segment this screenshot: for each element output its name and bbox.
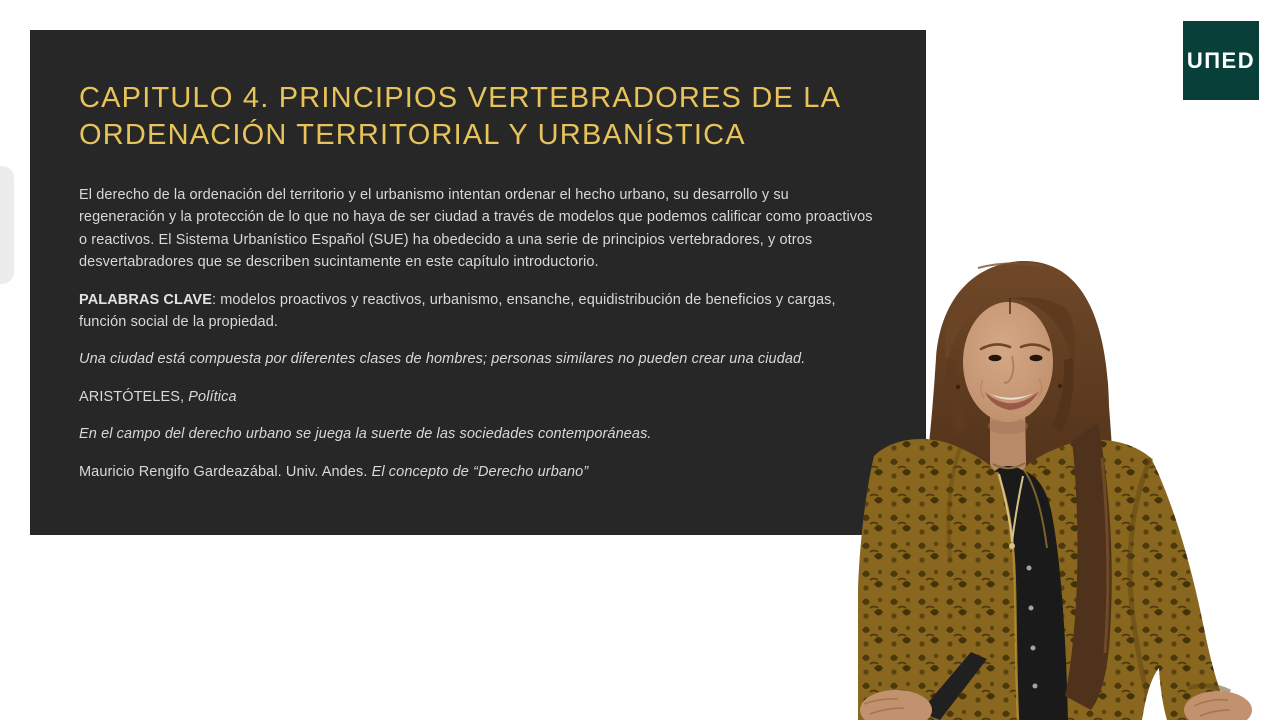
slide-title-line-2: ORDENACIÓN TERRITORIAL Y URBANÍSTICA: [79, 119, 746, 151]
attribution-1-name: ARISTÓTELES,: [79, 388, 189, 405]
keywords-text: : modelos proactivos y reactivos, urbanismo, ensanche, equidistribución de beneficios y cargas, función social de la propiedad.: [79, 291, 836, 331]
slide-attribution-2: [79, 461, 877, 483]
slide-quote-1: Una ciudad está compuesta por diferentes clases de hombres; personas similares no pueden crear una ciudad.: [79, 351, 806, 368]
uned-logo: [1183, 21, 1259, 100]
attribution-1-work: Política: [188, 388, 237, 405]
left-edge-artifact: [0, 166, 14, 284]
presenter-photo: [858, 258, 1280, 720]
slide-paragraph-intro: El derecho de la ordenación del territorio y el urbanismo intentan ordenar el hecho urbano, su desarrollo y su regeneración y la protección de lo que no haya de ser ciudad a través de modelos que podemos calificar como proactivos o reactivos. El Sistema Urbanístico Español (SUE) ha obedecido a una serie de principios vertebradores, y otros desvertabradores que se describen sucintamente en este capítulo introductorio.: [79, 187, 873, 271]
attribution-2-name: Mauricio Rengifo Gardeazábal. Univ. Andes.: [79, 463, 372, 480]
slide-keywords: [79, 289, 877, 334]
keywords-label: PALABRAS CLAVE: [79, 291, 212, 308]
presenter-illustration: [858, 258, 1280, 720]
attribution-2-work: El concepto de “Derecho urbano”: [371, 463, 589, 480]
slide-quote-2: En el campo del derecho urbano se juega la suerte de las sociedades contemporáneas.: [79, 426, 652, 443]
uned-logo-text: UПED: [1186, 47, 1256, 73]
presentation-slide: [30, 30, 926, 535]
slide-attribution-1: [79, 386, 877, 408]
slide-title-line-1: CAPITULO 4. PRINCIPIOS VERTEBRADORES DE LA: [79, 82, 842, 114]
slide-title: [79, 80, 877, 154]
